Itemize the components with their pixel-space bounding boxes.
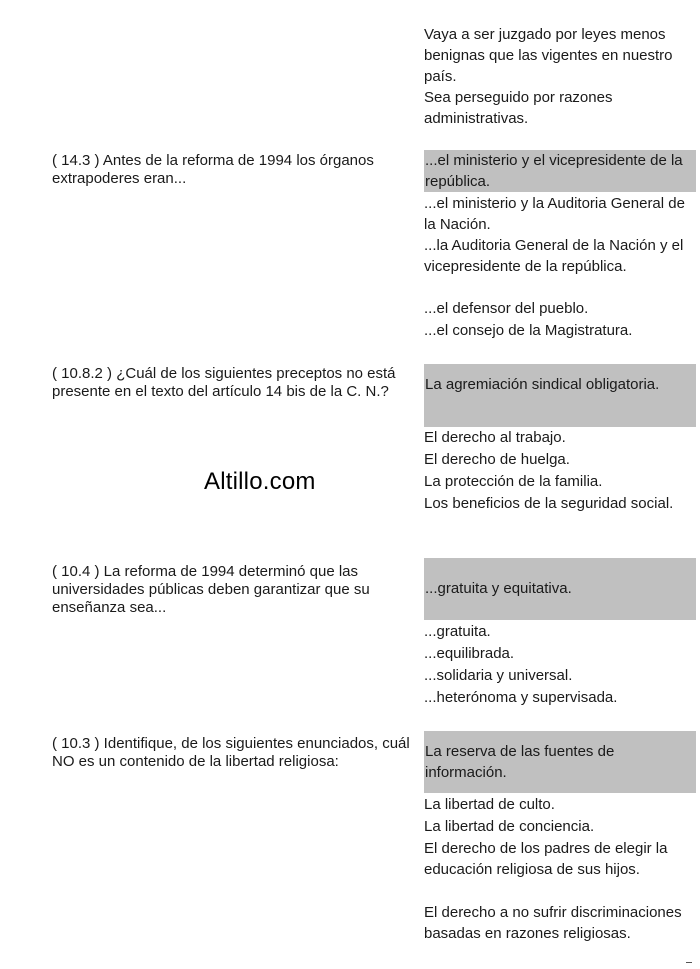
- question-14-3-correct-answer: ...el ministerio y el vicepresidente de la república.: [424, 150, 696, 192]
- question-14-3-option-2: ...la Auditoria General de la Nación y el vicepresidente de la república.: [424, 237, 684, 275]
- question-14-3-option-4: ...el consejo de la Magistratura.: [424, 322, 633, 339]
- question-14-3-prompt: ( 14.3 ) Antes de la reforma de 1994 los órganos extrapoderes eran...: [52, 152, 374, 187]
- question-10-4-prompt: ( 10.4 ) La reforma de 1994 determinó que las universidades públicas deben garantizar que su enseñanza sea...: [52, 563, 370, 616]
- top-option-1: Vaya a ser juzgado por leyes menos benignas que las vigentes en nuestro país.: [424, 26, 673, 85]
- top-option-2: Sea perseguido por razones administrativas.: [424, 89, 613, 127]
- question-10-4-option-4: ...heterónoma y supervisada.: [424, 689, 618, 706]
- corner-dash-decoration: [686, 962, 692, 963]
- question-10-3-prompt: ( 10.3 ) Identifique, de los siguientes enunciados, cuál NO es un contenido de la libertad religiosa:: [52, 735, 410, 770]
- question-10-8-2-correct-answer: La agremiación sindical obligatoria.: [424, 364, 696, 427]
- question-10-8-2-option-3: La protección de la familia.: [424, 473, 603, 490]
- question-10-4-option-2: ...equilibrada.: [424, 645, 515, 662]
- question-14-3-option-3: ...el defensor del pueblo.: [424, 300, 589, 317]
- question-10-8-2-option-2: El derecho de huelga.: [424, 451, 570, 468]
- question-10-3-option-2: La libertad de conciencia.: [424, 818, 595, 835]
- watermark-text: Altillo.com: [204, 468, 316, 495]
- question-10-3-correct-answer: La reserva de las fuentes de información.: [424, 731, 696, 793]
- question-10-8-2-option-1: El derecho al trabajo.: [424, 429, 566, 446]
- question-10-8-2-option-4: Los beneficios de la seguridad social.: [424, 495, 674, 512]
- question-10-3-option-1: La libertad de culto.: [424, 796, 555, 813]
- question-10-3-option-4: El derecho a no sufrir discriminaciones basadas en razones religiosas.: [424, 904, 682, 942]
- question-10-3-option-3: El derecho de los padres de elegir la educación religiosa de sus hijos.: [424, 840, 668, 878]
- question-14-3-option-1: ...el ministerio y la Auditoria General de la Nación.: [424, 195, 685, 233]
- question-10-4-correct-answer: ...gratuita y equitativa.: [424, 558, 696, 620]
- question-10-4-option-1: ...gratuita.: [424, 623, 491, 640]
- question-10-4-option-3: ...solidaria y universal.: [424, 667, 573, 684]
- question-10-8-2-prompt: ( 10.8.2 ) ¿Cuál de los siguientes preceptos no está presente en el texto del artículo 14 bis de la C. N.?: [52, 365, 396, 400]
